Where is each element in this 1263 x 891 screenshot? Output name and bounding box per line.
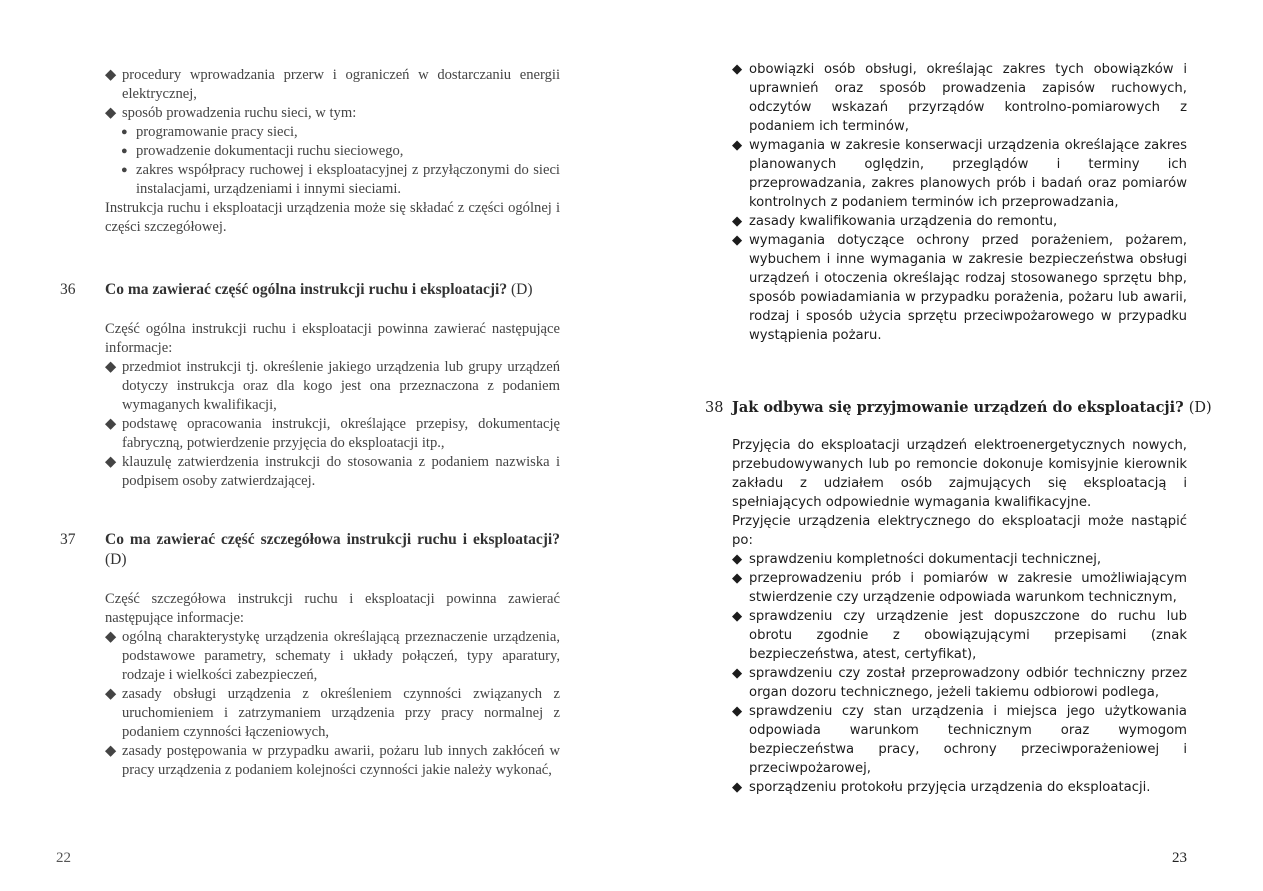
list-item: ◆ sporządzeniu protokołu przyjęcia urządzenia do eksploatacji. <box>732 780 1151 795</box>
list-item: ◆ obowiązki osób obsługi, określając zakres tych obowiązków i uprawnień oraz sposób prowadzenia zapisów ruchowych, odczytów wskazań przyrządów kontrolno-pomiarowych z podaniem ich terminów, <box>732 62 1187 134</box>
question-38-body <box>732 436 1187 797</box>
diamond-bullet-icon: ◆ <box>732 214 743 229</box>
sub-list-item: ● zakres współpracy ruchowej i eksploatacyjnej z przyłączonymi do sieci instalacjami, urządzeniami i innymi sieciami. <box>121 162 560 197</box>
list-item: ◆ procedury wprowadzania przerw i ograniczeń w dostarczaniu energii elektrycznej, <box>105 67 560 102</box>
paragraph: Część ogólna instrukcji ruchu i eksploatacji powinna zawierać następujące informacje: <box>105 321 560 356</box>
diamond-bullet-icon: ◆ <box>105 416 117 432</box>
diamond-bullet-icon: ◆ <box>732 571 743 586</box>
list-item: ◆ sprawdzeniu czy urządzenie jest dopuszczone do ruchu lub obrotu zgodnie z obowiązującymi przepisami (znak bezpieczeństwa, atest, certyfikat), <box>732 609 1187 662</box>
page-number-left: 22 <box>56 850 71 866</box>
sub-list-item: ● programowanie pracy sieci, <box>121 124 298 140</box>
left-intro-list <box>105 66 560 237</box>
list-item: ◆ klauzulę zatwierdzenia instrukcji do stosowania z podaniem nazwiska i podpisem osoby zatwierdzającej. <box>105 454 560 489</box>
diamond-bullet-icon: ◆ <box>732 233 743 248</box>
list-item: ◆ zasady obsługi urządzenia z określeniem czynności związanych z uruchomieniem i zatrzymaniem urządzenia przy pracy normalnej z podaniem czynności łączeniowych, <box>105 686 560 740</box>
question-36-heading: 36 Co ma zawierać część ogólna instrukcji ruchu i eksploatacji? (D) <box>60 281 533 298</box>
diamond-bullet-icon: ◆ <box>732 138 743 153</box>
paragraph: Instrukcja ruchu i eksploatacji urządzenia może się składać z części ogólnej i części szczegółowej. <box>105 200 560 235</box>
question-38-heading: 38 Jak odbywa się przyjmowanie urządzeń do eksploatacji? (D) <box>705 399 1212 416</box>
list-item: ◆ wymagania dotyczące ochrony przed porażeniem, pożarem, wybuchem i inne wymagania w zakresie bezpieczeństwa obsługi urządzeń i otoczenia określając rodzaj stosowanego sprzętu bhp, sposób powiadamiania w przypadku porażenia, pożaru lub awarii, rodzaj i sposób użycia sprzętu przeciwpożarowego w przypadku wystąpienia pożaru. <box>732 233 1187 343</box>
diamond-bullet-icon: ◆ <box>105 454 117 470</box>
diamond-bullet-icon: ◆ <box>732 704 743 719</box>
list-item: ◆ przedmiot instrukcji tj. określenie jakiego urządzenia lub grupy urządzeń dotyczy instrukcja oraz dla kogo jest ona przeznaczona z podaniem wymaganych kwalifikacji, <box>105 359 560 413</box>
list-item: ◆ sprawdzeniu kompletności dokumentacji technicznej, <box>732 552 1102 567</box>
diamond-bullet-icon: ◆ <box>732 780 743 795</box>
diamond-bullet-icon: ◆ <box>105 105 117 121</box>
diamond-bullet-icon: ◆ <box>105 686 117 702</box>
paragraph: Przyjęcia do eksploatacji urządzeń elektroenergetycznych nowych, przebudowywanych lub po remoncie dokonuje komisyjnie kierownik zakładu z udziałem osób zajmujących się eksploatacją i spełniających odpowiednie wymagania kwalifikacyjne. <box>732 438 1187 510</box>
paragraph: Część szczegółowa instrukcji ruchu i eksploatacji powinna zawierać następujące informacje: <box>105 591 560 626</box>
diamond-bullet-icon: ◆ <box>105 743 117 759</box>
list-item: ◆ ogólną charakterystykę urządzenia określającą przeznaczenie urządzenia, podstawowe parametry, schematy i układy połączeń, typy aparatury, rodzaje i wielkości zabezpieczeń, <box>105 629 560 683</box>
page-number-right: 23 <box>1172 850 1187 866</box>
diamond-bullet-icon: ◆ <box>732 666 743 681</box>
diamond-bullet-icon: ◆ <box>105 67 117 83</box>
right-continued-list <box>732 60 1187 345</box>
list-item: ◆ wymagania w zakresie konserwacji urządzenia określające zakres planowanych oględzin, przeglądów i terminy ich przeprowadzania, zakres planowych prób i badań oraz pomiarów kontrolnych z podaniem terminów ich przeprowadzania, <box>732 138 1187 210</box>
list-item: ◆ sposób prowadzenia ruchu sieci, w tym: <box>105 105 357 121</box>
question-36-body <box>105 320 560 491</box>
dot-bullet-icon: ● <box>121 126 128 138</box>
list-item: ◆ przeprowadzeniu prób i pomiarów w zakresie umożliwiającym stwierdzenie czy urządzenie odpowiada warunkom technicznym, <box>732 571 1187 605</box>
diamond-bullet-icon: ◆ <box>732 62 743 77</box>
diamond-bullet-icon: ◆ <box>105 359 117 375</box>
diamond-bullet-icon: ◆ <box>732 552 743 567</box>
diamond-bullet-icon: ◆ <box>732 609 743 624</box>
list-item: ◆ podstawę opracowania instrukcji, określające przepisy, dokumentację fabryczną, potwierdzenie przyjęcia do eksploatacji itp., <box>105 416 560 451</box>
list-item: ◆ zasady kwalifikowania urządzenia do remontu, <box>732 214 1058 229</box>
list-item: ◆ sprawdzeniu czy stan urządzenia i miejsca jego użytkowania odpowiada warunkom technicznym oraz wymogom bezpieczeństwa pracy, ochrony przeciwporażeniowej i przeciwpożarowej, <box>732 704 1187 776</box>
dot-bullet-icon: ● <box>121 164 128 176</box>
paragraph: Przyjęcie urządzenia elektrycznego do eksploatacji może nastąpić po: <box>732 514 1187 548</box>
question-37-body <box>105 590 560 780</box>
diamond-bullet-icon: ◆ <box>105 629 117 645</box>
sub-list-item: ● prowadzenie dokumentacji ruchu sieciowego, <box>121 143 404 159</box>
dot-bullet-icon: ● <box>121 145 128 157</box>
question-37-heading: 37 Co ma zawierać część szczegółowa instrukcji ruchu i eksploatacji? (D) <box>60 531 560 568</box>
list-item: ◆ sprawdzeniu czy został przeprowadzony odbiór techniczny przez organ dozoru technicznego, jeżeli takiemu odbiorowi podlega, <box>732 666 1187 700</box>
list-item: ◆ zasady postępowania w przypadku awarii, pożaru lub innych zakłóceń w pracy urządzenia z podaniem kolejności czynności jakie należy wykonać, <box>105 743 560 778</box>
